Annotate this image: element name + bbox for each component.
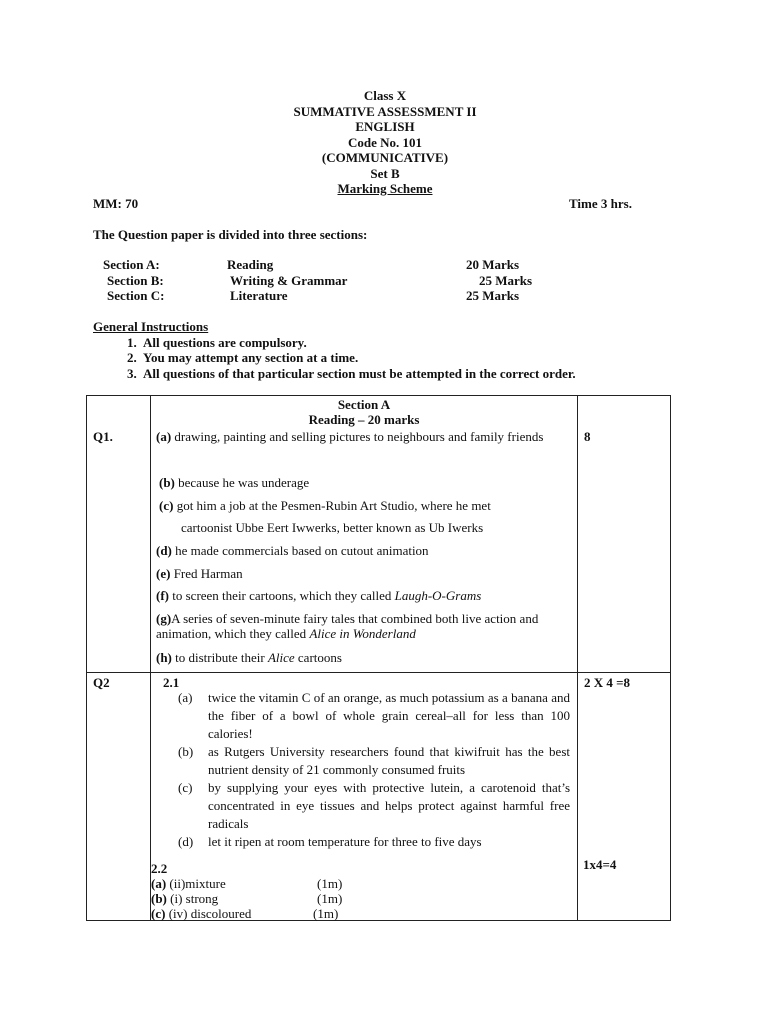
table-section-heading (151, 397, 577, 427)
answer-text: he made commercials based on cutout animation (175, 543, 429, 558)
part2-mark: (1m) (317, 876, 343, 891)
q1-answer-e (156, 566, 243, 582)
max-marks: MM: 70 (93, 196, 139, 211)
part2-row (151, 876, 251, 891)
answer-text: got him a job at the Pesmen-Rubin Art Studio, where he met (176, 498, 491, 513)
q1-answer-h (156, 650, 342, 666)
answer-label: (d) (156, 543, 172, 558)
answer-label: (e) (156, 566, 171, 581)
q2-part2-marks: 1x4=4 (583, 857, 617, 872)
column-divider (577, 396, 578, 920)
q2-part1-label: 2.1 (163, 675, 180, 690)
part2-mark: (1m) (317, 891, 343, 906)
document-header (0, 88, 770, 197)
set-label: Set B (370, 165, 400, 181)
section-name: Section C: (107, 288, 165, 303)
answer-label: (b) (178, 744, 194, 759)
section-title: Literature (230, 288, 288, 303)
answer-italic: Alice in Wonderland (309, 626, 416, 641)
answer-italic: Alice (267, 650, 295, 665)
q1-answer-a (156, 429, 566, 444)
answer-label: (c) (178, 780, 193, 795)
answer-text: (iv) discoloured (168, 906, 252, 921)
answer-text: (i) strong (170, 891, 219, 906)
answer-label: (c) (159, 498, 174, 513)
code-number: Code No. 101 (347, 134, 423, 150)
instructions-list (93, 335, 576, 382)
section-name: Section B: (107, 272, 164, 288)
q2-part2-marks-column (313, 876, 343, 921)
instruction-item: 1. All questions are compulsory. (140, 335, 576, 351)
intro-text: The Question paper is divided into three sections: (93, 227, 368, 242)
section-a-subheading: Reading – 20 marks (308, 412, 420, 427)
column-divider (150, 396, 151, 920)
section-title: Writing & Grammar (230, 272, 348, 288)
answer-text: Fred Harman (173, 566, 243, 581)
q1-marks: 8 (584, 429, 591, 444)
answer-text: drawing, painting and selling pictures to neighbours and family friends (174, 429, 544, 444)
section-name: Section A: (103, 257, 160, 272)
subject-title: ENGLISH (355, 119, 415, 134)
answer-label: (f) (156, 588, 169, 603)
section-a-heading: Section A (337, 397, 391, 412)
section-names (103, 257, 164, 304)
q2-part2-label: 2.2 (151, 861, 168, 876)
answer-label: (b) (159, 475, 175, 490)
instructions-heading: General Instructions (93, 319, 209, 334)
answer-text: as Rutgers University researchers found that kiwifruit has the best nutrient density of 21 commonly consumed fruits (208, 744, 570, 777)
part2-mark: (1m) (313, 906, 339, 921)
general-instructions (93, 319, 576, 381)
q1-label: Q1. (93, 429, 113, 444)
answer-text: to screen their cartoons, which they called (172, 588, 392, 603)
answer-italic: Laugh-O-Grams (394, 588, 482, 603)
instruction-item: 3. All questions of that particular section must be attempted in the correct order. (140, 366, 576, 382)
q1-answer-c-cont: cartoonist Ubbe Eert Iwwerks, better known as Ub Iwerks (181, 520, 484, 535)
section-titles (227, 257, 347, 304)
q1-answer-f (156, 588, 481, 604)
assessment-title: SUMMATIVE ASSESSMENT II (293, 103, 477, 119)
answer-label: (a) (178, 690, 193, 705)
time-allowed: Time 3 hrs. (569, 196, 632, 211)
answer-label: (a) (151, 876, 167, 891)
answer-text: cartoons (297, 650, 342, 665)
part2-row (151, 906, 251, 921)
q2-answer-row (178, 779, 570, 833)
answer-label: (d) (178, 834, 194, 849)
answer-text: let it ripen at room temperature for three to five days (208, 834, 482, 849)
answer-label: (a) (156, 429, 172, 444)
q1-answer-b (159, 475, 309, 491)
q1-answer-g (156, 611, 566, 641)
section-title: Reading (227, 257, 274, 272)
q2-answer-row (178, 689, 570, 743)
answer-label: (b) (151, 891, 167, 906)
answer-label: (g) (156, 611, 172, 626)
q2-part2-answers (151, 876, 251, 921)
part2-row (151, 891, 251, 906)
answer-text: by supplying your eyes with protective lutein, a carotenoid that’s concentrated in eye tissues and helps protect against harmful free radicals (208, 780, 570, 831)
q1-answer-c (159, 498, 491, 514)
q2-label: Q2 (93, 675, 110, 690)
paper-type: (COMMUNICATIVE) (321, 150, 449, 165)
class-title: Class X (363, 88, 407, 103)
section-marks-value: 25 Marks (466, 288, 520, 303)
q2-answer-row (178, 743, 570, 779)
answer-text: because he was underage (178, 475, 310, 490)
answer-label: (c) (151, 906, 166, 921)
section-marks-value: 20 Marks (466, 257, 520, 272)
marking-scheme-title: Marking Scheme (337, 181, 433, 196)
q2-marks: 2 X 4 =8 (584, 675, 631, 690)
q2-answer-row (178, 833, 570, 851)
answer-label: (h) (156, 650, 172, 665)
answer-text: twice the vitamin C of an orange, as much potassium as a banana and the fiber of a bowl of whole grain cereal–all for less than 100 calories! (208, 690, 570, 741)
section-marks (466, 257, 532, 304)
q2-answers (178, 689, 570, 851)
answer-text: to distribute their (175, 650, 265, 665)
row-divider (87, 672, 670, 673)
q1-answer-d (156, 543, 429, 559)
instruction-item: 2. You may attempt any section at a time. (140, 350, 576, 366)
answer-text: (ii)mixture (169, 876, 226, 891)
answer-text: A series of seven-minute fairy tales that combined both live action and animation, which they called (156, 611, 539, 641)
section-marks-value: 25 Marks (479, 272, 533, 288)
